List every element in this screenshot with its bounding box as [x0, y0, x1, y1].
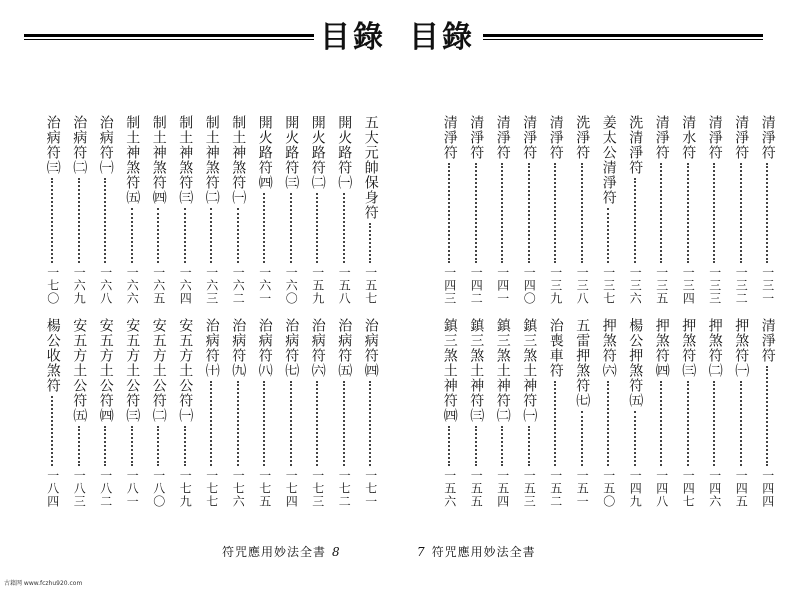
toc-entry: [278, 115, 305, 305]
toc-entry-page: 一六〇: [284, 266, 299, 305]
toc-entry: [331, 115, 358, 305]
toc-entry-title: 押煞符㈢: [680, 318, 697, 378]
toc-entry-title: 安五方土公符㈡: [150, 318, 167, 423]
toc-entry-title: 五雷押煞符㈦: [574, 318, 591, 408]
toc-entry: [728, 318, 755, 508]
toc-entry-page: 一三八: [575, 266, 590, 305]
heading-rule: [24, 34, 314, 37]
toc-entry-page: 一七九: [178, 469, 193, 508]
leader-dots: [634, 178, 637, 263]
toc-entry-page: 一七七: [204, 469, 219, 508]
leader-dots: [687, 381, 690, 466]
toc-entry: [199, 115, 226, 305]
toc-entry-page: 一五〇: [601, 469, 616, 508]
toc-entry: [40, 318, 67, 508]
toc-entry: [146, 318, 173, 508]
toc-entry-page: 一四三: [442, 266, 457, 305]
leader-dots: [554, 163, 557, 263]
toc-entry: [119, 318, 146, 508]
toc-entry: [596, 318, 623, 508]
leader-dots: [581, 411, 584, 466]
toc-entry: [755, 115, 782, 305]
toc-entry-page: 一七三: [310, 469, 325, 508]
toc-entry-page: 一六九: [72, 266, 87, 305]
toc-entry-page: 一七二: [337, 469, 352, 508]
toc-entry: [437, 115, 464, 305]
toc-entry-title: 治病符㈤: [336, 318, 353, 378]
toc-entry-title: 治病符㈣: [362, 318, 379, 378]
page-footer: [222, 543, 347, 560]
footer-page-number: 8: [332, 545, 341, 559]
toc-entry-page: 一六四: [178, 266, 193, 305]
leader-dots: [131, 208, 134, 263]
toc-entry-title: 五大元帥保身符: [362, 115, 379, 220]
toc-entry-page: 一三一: [760, 266, 775, 305]
toc-entry-page: 一五三: [522, 469, 537, 508]
leader-dots: [210, 208, 213, 263]
leader-dots: [740, 381, 743, 466]
leader-dots: [369, 381, 372, 466]
toc-entry-title: 洗淨符: [574, 115, 591, 160]
leader-dots: [740, 163, 743, 263]
toc-entry: [596, 115, 623, 305]
toc-entry-title: 開火路符㈡: [309, 115, 326, 190]
toc-entry-page: 一六五: [151, 266, 166, 305]
left-page: [0, 0, 396, 591]
toc-entry: [516, 115, 543, 305]
toc-entry: [93, 115, 120, 305]
leader-dots: [263, 193, 266, 263]
toc-entry-page: 一八四: [45, 469, 60, 508]
toc-entry-title: 清淨符: [759, 115, 776, 160]
toc-entry-title: 鎮三煞土神符㈡: [494, 318, 511, 423]
leader-dots: [713, 163, 716, 263]
footer-book-title: 符咒應用妙法全書: [431, 545, 536, 559]
right-page: [397, 0, 793, 591]
toc-entry-page: 一五六: [442, 469, 457, 508]
toc-entry: [702, 115, 729, 305]
toc-entry-title: 清淨符: [468, 115, 485, 160]
toc-entry: [119, 115, 146, 305]
toc-entry-title: 制土神煞符㈣: [150, 115, 167, 205]
toc-entry: [490, 318, 517, 508]
toc-block-bottom: [40, 318, 385, 508]
leader-dots: [501, 163, 504, 263]
leader-dots: [607, 381, 610, 466]
toc-entry-title: 治病符㈧: [256, 318, 273, 378]
toc-entry-page: 一四六: [707, 469, 722, 508]
leader-dots: [660, 163, 663, 263]
toc-entry-title: 開火路符㈢: [283, 115, 300, 190]
toc-entry-page: 一四〇: [522, 266, 537, 305]
toc-entry-title: 安五方土公符㈣: [97, 318, 114, 423]
toc-entry-title: 制土神煞符㈢: [177, 115, 194, 205]
leader-dots: [766, 366, 769, 466]
leader-dots: [343, 381, 346, 466]
toc-entry-page: 一三六: [628, 266, 643, 305]
toc-block-bottom: [437, 318, 782, 508]
toc-entry-title: 治喪車符: [547, 318, 564, 378]
toc-entry: [225, 318, 252, 508]
toc-entry: [278, 318, 305, 508]
heading-rule: [483, 34, 763, 37]
leader-dots: [316, 193, 319, 263]
toc-entry-title: 開火路符㈣: [256, 115, 273, 190]
toc-entry-page: 一四四: [760, 469, 775, 508]
leader-dots: [607, 208, 610, 263]
toc-entry: [569, 115, 596, 305]
toc-entry-title: 治病符㈡: [71, 115, 88, 175]
footer-page-number: 7: [417, 545, 426, 559]
leader-dots: [448, 163, 451, 263]
leader-dots: [51, 178, 54, 263]
toc-entry: [437, 318, 464, 508]
toc-entry: [66, 115, 93, 305]
toc-entry-title: 鎮三煞土神符㈣: [441, 318, 458, 423]
toc-block-top: [437, 115, 782, 305]
leader-dots: [237, 381, 240, 466]
toc-entry-title: 清淨符: [441, 115, 458, 160]
toc-entry: [172, 115, 199, 305]
toc-entry-title: 清淨符: [547, 115, 564, 160]
toc-entry-title: 清水符: [680, 115, 697, 160]
toc-entry: [225, 115, 252, 305]
toc-entry-page: 一三三: [707, 266, 722, 305]
toc-entry-page: 一六一: [257, 266, 272, 305]
leader-dots: [104, 178, 107, 263]
footer-book-title: 符咒應用妙法全書: [222, 545, 327, 559]
toc-entry: [358, 318, 385, 508]
toc-entry: [66, 318, 93, 508]
toc-entry-title: 制土神煞符㈠: [230, 115, 247, 205]
toc-entry-page: 一五五: [469, 469, 484, 508]
toc-entry: [331, 318, 358, 508]
leader-dots: [157, 426, 160, 466]
toc-entry-page: 一六六: [125, 266, 140, 305]
leader-dots: [369, 223, 372, 263]
toc-entry-title: 押煞符㈣: [653, 318, 670, 378]
toc-entry-page: 一五一: [575, 469, 590, 508]
toc-entry-page: 一七四: [284, 469, 299, 508]
toc-entry-page: 一三四: [681, 266, 696, 305]
leader-dots: [78, 426, 81, 466]
watermark: 古籍网 www.fczhu920.com: [4, 580, 83, 587]
toc-entry-title: 押煞符㈥: [600, 318, 617, 378]
toc-entry: [622, 115, 649, 305]
toc-entry: [516, 318, 543, 508]
toc-entry-page: 一七〇: [45, 266, 60, 305]
toc-entry-page: 一六八: [98, 266, 113, 305]
toc-entry: [649, 318, 676, 508]
toc-entry: [40, 115, 67, 305]
leader-dots: [448, 426, 451, 466]
toc-entry: [543, 115, 570, 305]
toc-entry-page: 一六二: [231, 266, 246, 305]
toc-entry-title: 制土神煞符㈤: [124, 115, 141, 205]
toc-entry-page: 一七六: [231, 469, 246, 508]
leader-dots: [475, 163, 478, 263]
toc-entry-title: 鎮三煞土神符㈢: [468, 318, 485, 423]
toc-entry: [252, 115, 279, 305]
leader-dots: [237, 208, 240, 263]
toc-block-top: [40, 115, 385, 305]
toc-entry-title: 安五方土公符㈢: [124, 318, 141, 423]
leader-dots: [263, 381, 266, 466]
toc-entry-title: 開火路符㈠: [336, 115, 353, 190]
toc-entry: [146, 115, 173, 305]
toc-entry: [93, 318, 120, 508]
toc-entry-title: 姜太公清淨符: [600, 115, 617, 205]
toc-entry-title: 楊公押煞符㈤: [627, 318, 644, 408]
toc-entry-page: 一五二: [548, 469, 563, 508]
leader-dots: [581, 163, 584, 263]
leader-dots: [210, 381, 213, 466]
toc-entry-title: 清淨符: [653, 115, 670, 160]
toc-entry-page: 一三九: [548, 266, 563, 305]
toc-entry-page: 一六三: [204, 266, 219, 305]
leader-dots: [290, 381, 293, 466]
leader-dots: [157, 208, 160, 263]
toc-entry-page: 一三七: [601, 266, 616, 305]
toc-entry-page: 一五八: [337, 266, 352, 305]
toc-entry-title: 治病符㈨: [230, 318, 247, 378]
leader-dots: [184, 208, 187, 263]
toc-entry-page: 一四八: [654, 469, 669, 508]
toc-entry-page: 一八二: [98, 469, 113, 508]
toc-entry-page: 一五七: [363, 266, 378, 305]
leader-dots: [290, 193, 293, 263]
toc-entry-title: 制土神煞符㈡: [203, 115, 220, 205]
toc-entry-page: 一七五: [257, 469, 272, 508]
toc-entry: [463, 318, 490, 508]
toc-entry: [569, 318, 596, 508]
toc-entry-page: 一三五: [654, 266, 669, 305]
toc-entry-page: 一八一: [125, 469, 140, 508]
leader-dots: [475, 426, 478, 466]
page-heading: 目錄: [409, 20, 475, 55]
toc-entry-title: 清淨符: [494, 115, 511, 160]
toc-entry-page: 一七一: [363, 469, 378, 508]
toc-entry-page: 一五九: [310, 266, 325, 305]
leader-dots: [660, 381, 663, 466]
toc-entry-page: 一四五: [734, 469, 749, 508]
toc-entry: [199, 318, 226, 508]
toc-entry-title: 清淨符: [521, 115, 538, 160]
toc-entry-title: 清淨符: [733, 115, 750, 160]
toc-entry-title: 治病符㈢: [44, 115, 61, 175]
toc-entry-title: 治病符㈠: [97, 115, 114, 175]
leader-dots: [528, 426, 531, 466]
leader-dots: [343, 193, 346, 263]
toc-entry-title: 安五方土公符㈠: [177, 318, 194, 423]
toc-entry: [675, 318, 702, 508]
toc-entry-page: 一四九: [628, 469, 643, 508]
leader-dots: [554, 381, 557, 466]
leader-dots: [713, 381, 716, 466]
leader-dots: [501, 426, 504, 466]
toc-entry-title: 治病符㈥: [309, 318, 326, 378]
toc-entry: [358, 115, 385, 305]
toc-entry-page: 一四二: [469, 266, 484, 305]
toc-entry-page: 一三二: [734, 266, 749, 305]
toc-entry-title: 治病符㈩: [203, 318, 220, 378]
leader-dots: [528, 163, 531, 263]
toc-entry-page: 一八〇: [151, 469, 166, 508]
leader-dots: [687, 163, 690, 263]
toc-entry-title: 洗清淨符: [627, 115, 644, 175]
leader-dots: [131, 426, 134, 466]
leader-dots: [766, 163, 769, 263]
toc-entry: [622, 318, 649, 508]
leader-dots: [104, 426, 107, 466]
toc-entry: [490, 115, 517, 305]
toc-entry: [755, 318, 782, 508]
toc-entry: [463, 115, 490, 305]
leader-dots: [51, 396, 54, 466]
toc-entry-title: 清淨符: [759, 318, 776, 363]
toc-entry: [252, 318, 279, 508]
toc-entry: [305, 115, 332, 305]
toc-entry-page: 一四七: [681, 469, 696, 508]
toc-entry-page: 一五四: [495, 469, 510, 508]
leader-dots: [78, 178, 81, 263]
toc-entry-title: 押煞符㈡: [706, 318, 723, 378]
toc-entry-title: 清淨符: [706, 115, 723, 160]
toc-entry-title: 鎮三煞土神符㈠: [521, 318, 538, 423]
toc-entry-title: 押煞符㈠: [733, 318, 750, 378]
leader-dots: [634, 411, 637, 466]
toc-entry: [649, 115, 676, 305]
page-footer: [411, 543, 536, 560]
toc-entry: [675, 115, 702, 305]
toc-entry-title: 楊公收煞符: [44, 318, 61, 393]
leader-dots: [316, 381, 319, 466]
toc-entry: [702, 318, 729, 508]
toc-entry-page: 一八三: [72, 469, 87, 508]
page-heading: 目錄: [320, 20, 386, 55]
toc-entry: [543, 318, 570, 508]
toc-entry: [172, 318, 199, 508]
toc-entry-title: 安五方土公符㈤: [71, 318, 88, 423]
toc-entry: [728, 115, 755, 305]
toc-entry-page: 一四一: [495, 266, 510, 305]
leader-dots: [184, 426, 187, 466]
toc-entry-title: 治病符㈦: [283, 318, 300, 378]
toc-entry: [305, 318, 332, 508]
